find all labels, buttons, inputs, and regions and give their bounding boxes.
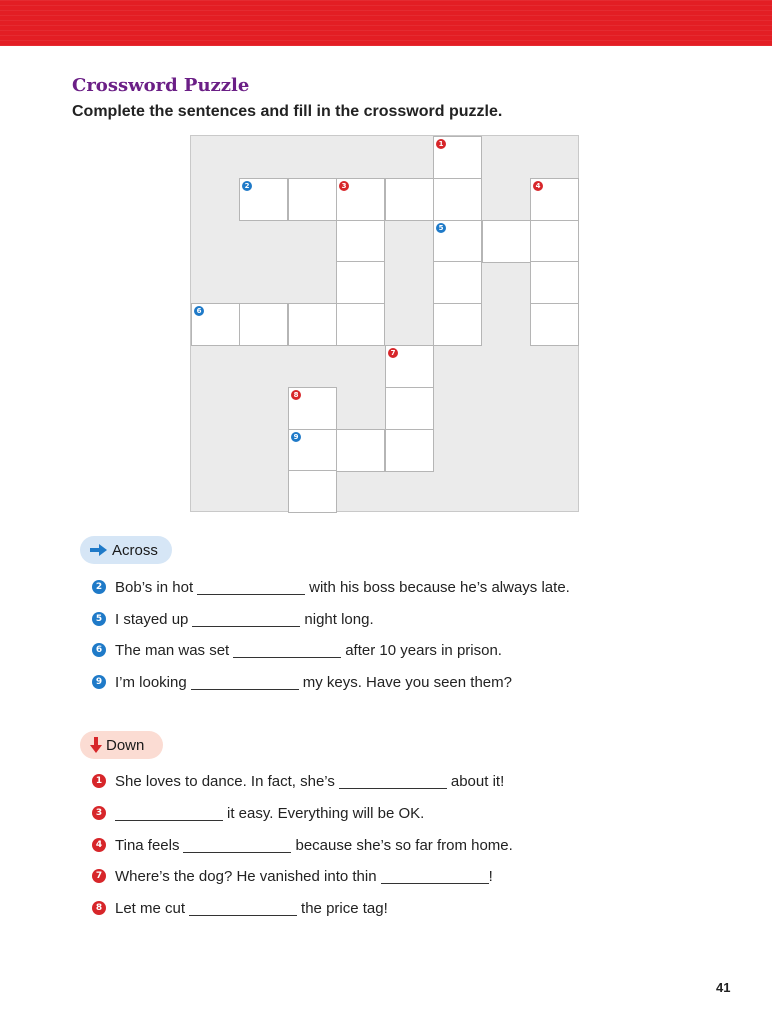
header-band	[0, 0, 772, 46]
page-title: Crossword Puzzle	[72, 75, 250, 96]
grid-cell[interactable]	[433, 261, 482, 304]
answer-blank[interactable]	[192, 612, 300, 627]
clue-number-badge: 5	[92, 612, 106, 626]
answer-blank[interactable]	[189, 901, 297, 916]
clue-number-badge: 6	[194, 306, 204, 316]
clue-down-3	[92, 803, 424, 823]
grid-cell[interactable]	[530, 220, 579, 263]
down-heading	[80, 731, 163, 759]
clue-across-2	[92, 577, 570, 597]
answer-blank[interactable]	[191, 675, 299, 690]
answer-blank[interactable]	[183, 838, 291, 853]
clue-down-8	[92, 898, 388, 918]
clue-text-before: Tina feels	[115, 836, 180, 854]
clue-number-badge: 7	[92, 869, 106, 883]
clue-number-badge: 3	[339, 181, 349, 191]
clue-text-after: my keys. Have you seen them?	[302, 673, 512, 691]
answer-blank[interactable]	[197, 580, 305, 595]
across-heading	[80, 536, 172, 564]
grid-cell[interactable]	[239, 178, 288, 221]
clue-text-before: The man was set	[115, 641, 230, 659]
answer-blank[interactable]	[339, 774, 447, 789]
grid-cell[interactable]	[336, 220, 385, 263]
clue-text-after: about it!	[450, 772, 505, 790]
clue-number-badge: 9	[92, 675, 106, 689]
grid-cell[interactable]	[433, 303, 482, 346]
grid-cell[interactable]	[288, 303, 337, 346]
clue-across-9	[92, 672, 512, 692]
grid-cell[interactable]	[288, 470, 337, 513]
grid-cell[interactable]	[433, 220, 482, 263]
grid-cell[interactable]	[336, 429, 385, 472]
clue-text-after: because she’s so far from home.	[295, 836, 513, 854]
clue-number-badge: 7	[388, 348, 398, 358]
grid-cell[interactable]	[530, 261, 579, 304]
clue-down-4	[92, 835, 513, 855]
clue-text-before: I stayed up	[115, 610, 189, 628]
grid-cell[interactable]	[433, 136, 482, 179]
clue-number-badge: 2	[92, 580, 106, 594]
grid-cell[interactable]	[530, 303, 579, 346]
clue-number-badge: 3	[92, 806, 106, 820]
page-number: 41	[716, 980, 731, 995]
clue-number-badge: 1	[92, 774, 106, 788]
clue-number-badge: 1	[436, 139, 446, 149]
answer-blank[interactable]	[381, 869, 489, 884]
clue-down-1	[92, 771, 504, 791]
grid-cell[interactable]	[482, 220, 531, 263]
clue-text-after: with his boss because he’s always late.	[309, 578, 570, 596]
grid-cell[interactable]	[530, 178, 579, 221]
clue-number-badge: 6	[92, 643, 106, 657]
grid-cell[interactable]	[385, 387, 434, 430]
grid-cell[interactable]	[433, 178, 482, 221]
clue-across-5	[92, 609, 374, 629]
clue-number-badge: 9	[291, 432, 301, 442]
clue-number-badge: 8	[291, 390, 301, 400]
grid-cell[interactable]	[336, 178, 385, 221]
clue-number-badge: 4	[533, 181, 543, 191]
clue-number-badge: 5	[436, 223, 446, 233]
clue-number-badge: 2	[242, 181, 252, 191]
grid-cell[interactable]	[191, 303, 240, 346]
answer-blank[interactable]	[233, 643, 341, 658]
clue-text-after: it easy. Everything will be OK.	[227, 804, 425, 822]
grid-cell[interactable]	[288, 387, 337, 430]
grid-cell[interactable]	[385, 429, 434, 472]
clue-text-after: the price tag!	[301, 899, 388, 917]
clue-text-after: !	[488, 867, 493, 885]
clue-number-badge: 8	[92, 901, 106, 915]
grid-cell[interactable]	[385, 178, 434, 221]
clue-text-after: night long.	[304, 610, 374, 628]
clue-text-after: after 10 years in prison.	[345, 641, 502, 659]
answer-blank[interactable]	[115, 806, 223, 821]
grid-cell[interactable]	[288, 429, 337, 472]
across-heading-label: Across	[112, 541, 158, 559]
clue-text-before: Where’s the dog? He vanished into thin	[115, 867, 377, 885]
down-heading-label: Down	[106, 736, 145, 754]
arrow-right-icon	[90, 544, 108, 556]
grid-cell[interactable]	[336, 303, 385, 346]
clue-text-before: Let me cut	[115, 899, 186, 917]
clue-number-badge: 4	[92, 838, 106, 852]
crossword-grid	[190, 135, 579, 512]
clue-down-7	[92, 866, 493, 886]
arrow-down-icon	[90, 737, 102, 753]
grid-cell[interactable]	[239, 303, 288, 346]
grid-cell[interactable]	[385, 345, 434, 388]
clue-text-before: I’m looking	[115, 673, 187, 691]
clue-text-before: Bob’s in hot	[115, 578, 194, 596]
grid-cell[interactable]	[336, 261, 385, 304]
clue-text-before: She loves to dance. In fact, she’s	[115, 772, 335, 790]
clue-across-6	[92, 640, 502, 660]
grid-cell[interactable]	[288, 178, 337, 221]
instructions: Complete the sentences and fill in the crossword puzzle.	[72, 103, 503, 120]
